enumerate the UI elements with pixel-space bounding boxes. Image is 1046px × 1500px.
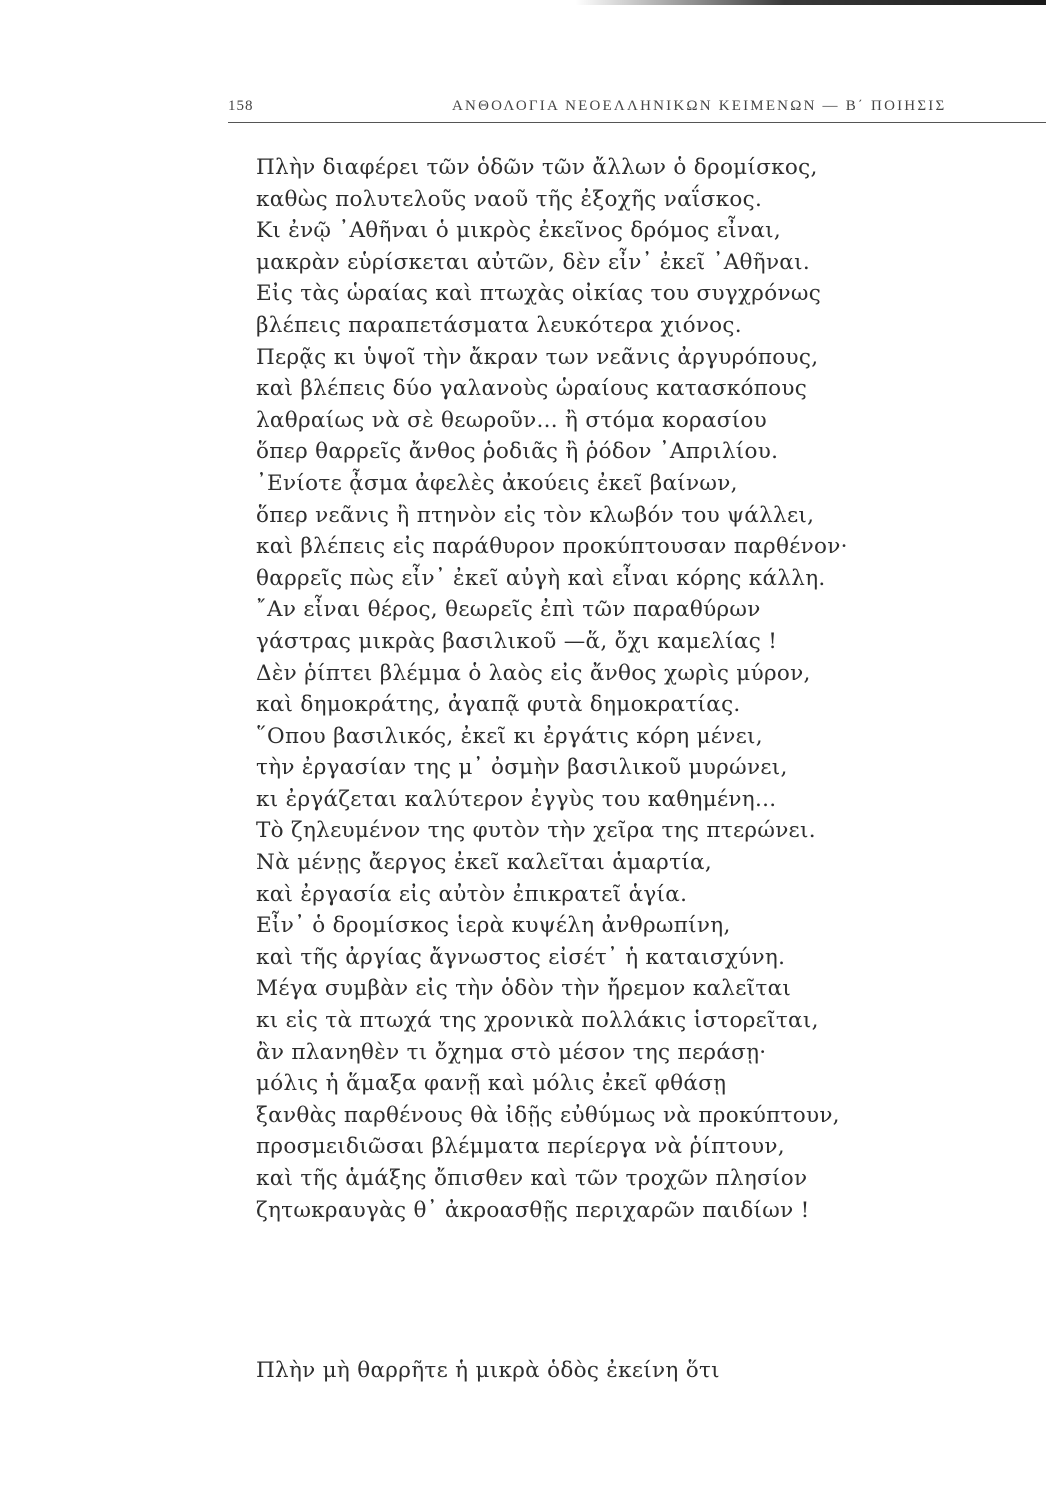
poem-line: ἂν πλανηθὲν τι ὄχημα στὸ μέσον της περάσῃ·	[256, 1039, 767, 1065]
poem-line: γάστρας μικρὰς βασιλικοῦ —ἅ, ὄχι καμελίας !	[256, 628, 778, 654]
page-number: 158	[228, 98, 254, 114]
poem-line: μακρὰν εὑρίσκεται αὐτῶν, δὲν εἶν᾿ ἐκεῖ ᾿Αθῆναι.	[256, 249, 810, 275]
poem-line: μόλις ἡ ἅμαξα φανῇ καὶ μόλις ἐκεῖ φθάσῃ	[256, 1071, 727, 1097]
poem-line: καὶ βλέπεις εἰς παράθυρον προκύπτουσαν παρθένον·	[256, 534, 848, 560]
running-head	[0, 88, 1046, 122]
poem-line: ξανθὰς παρθένους θὰ ἰδῇς εὐθύμως νὰ προκύπτουν,	[256, 1102, 840, 1128]
poem-line: κι εἰς τὰ πτωχά της χρονικὰ πολλάκις ἱστορεῖται,	[256, 1008, 819, 1034]
poem-line: λαθραίως νὰ σὲ θεωροῦν... ἢ στόμα κορασίου	[256, 407, 768, 433]
poem-line: καὶ τῆς ἁμάξης ὄπισθεν καὶ τῶν τροχῶν πλησίον	[256, 1166, 808, 1191]
poem-line: κι ἐργάζεται καλύτερον ἐγγὺς του καθημένη...	[256, 786, 777, 812]
poem-line: Δὲν ῥίπτει βλέμμα ὁ λαὸς εἰς ἄνθος χωρὶς μύρον,	[256, 660, 811, 686]
header-rule	[228, 122, 1046, 123]
poem-line: ᾿Ενίοτε ᾆσμα ἀφελὲς ἀκούεις ἐκεῖ βαίνων,	[256, 470, 738, 496]
poem-line: θαρρεῖς πὼς εἶν᾿ ἐκεῖ αὐγὴ καὶ εἶναι κόρης κάλλη.	[256, 565, 826, 591]
poem-line: ζητωκραυγὰς θ᾿ ἀκροασθῇς περιχαρῶν παιδίων !	[256, 1197, 810, 1223]
poem-line: βλέπεις παραπετάσματα λευκότερα χιόνος.	[256, 312, 742, 338]
running-title: ΑΝΘΟΛΟΓΙΑ ΝΕΟΕΛΛΗΝΙΚΩΝ ΚΕΙΜΕΝΩΝ — Β΄ ΠΟΙΗΣΙΣ	[452, 98, 947, 114]
poem-line: ῞Οπου βασιλικός, ἐκεῖ κι ἐργάτις κόρη μένει,	[256, 723, 763, 749]
poem-line: Πλὴν διαφέρει τῶν ὁδῶν τῶν ἄλλων ὁ δρομίσκος,	[256, 155, 818, 180]
poem-line: Εἶν᾿ ὁ δρομίσκος ἱερὰ κυψέλη ἀνθρωπίνη,	[256, 913, 731, 939]
poem-line: ὅπερ νεᾶνις ἢ πτηνὸν εἰς τὸν κλωβόν του ψάλλει,	[256, 502, 815, 528]
poem-line: τὴν ἐργασίαν της μ᾿ ὀσμὴν βασιλικοῦ μυρώνει,	[256, 755, 788, 781]
scan-top-edge	[0, 0, 1046, 5]
poem-line: καὶ τῆς ἀργίας ἄγνωστος εἰσέτ᾿ ἡ καταισχύνη.	[256, 944, 786, 970]
poem-line: καὶ δημοκράτης, ἀγαπᾷ φυτὰ δημοκρατίας.	[256, 692, 741, 718]
poem-line: καὶ ἐργασία εἰς αὐτὸν ἐπικρατεῖ ἁγία.	[256, 881, 688, 907]
poem-line: Εἰς τὰς ὡραίας καὶ πτωχὰς οἰκίας του συγχρόνως	[256, 281, 822, 307]
poem-line: Νὰ μένῃς ἄεργος ἐκεῖ καλεῖται ἁμαρτία,	[256, 850, 713, 876]
poem-line: καθὼς πολυτελοῦς ναοῦ τῆς ἐξοχῆς ναΐσκος.	[256, 186, 763, 212]
poem-line: Περᾷς κι ὑψοῖ τὴν ἄκραν των νεᾶνις ἀργυρόπους,	[256, 344, 819, 370]
poem-body	[256, 152, 1046, 1226]
poem-line: Μέγα συμβὰν εἰς τὴν ὁδὸν τὴν ἤρεμον καλεῖται	[256, 976, 792, 1002]
poem-line: προσμειδιῶσαι βλέμματα περίεργα νὰ ῥίπτουν,	[256, 1134, 785, 1160]
poem-line: καὶ βλέπεις δύο γαλανοὺς ὡραίους κατασκόπους	[256, 376, 808, 402]
poem-line: ὅπερ θαρρεῖς ἄνθος ῥοδιᾶς ἢ ῥόδον ᾿Απριλίου.	[256, 439, 779, 465]
closing-line: Πλὴν μὴ θαρρῆτε ἡ μικρὰ ὁδὸς ἐκείνη ὅτι	[256, 1358, 720, 1383]
poem-line: Κι ἐνῷ ᾿Αθῆναι ὁ μικρὸς ἐκεῖνος δρόμος εἶναι,	[256, 218, 782, 244]
poem-line: Τὸ ζηλευμένον της φυτὸν τὴν χεῖρα της πτερώνει.	[256, 818, 816, 844]
poem-line: ῎Αν εἶναι θέρος, θεωρεῖς ἐπὶ τῶν παραθύρων	[256, 597, 761, 623]
